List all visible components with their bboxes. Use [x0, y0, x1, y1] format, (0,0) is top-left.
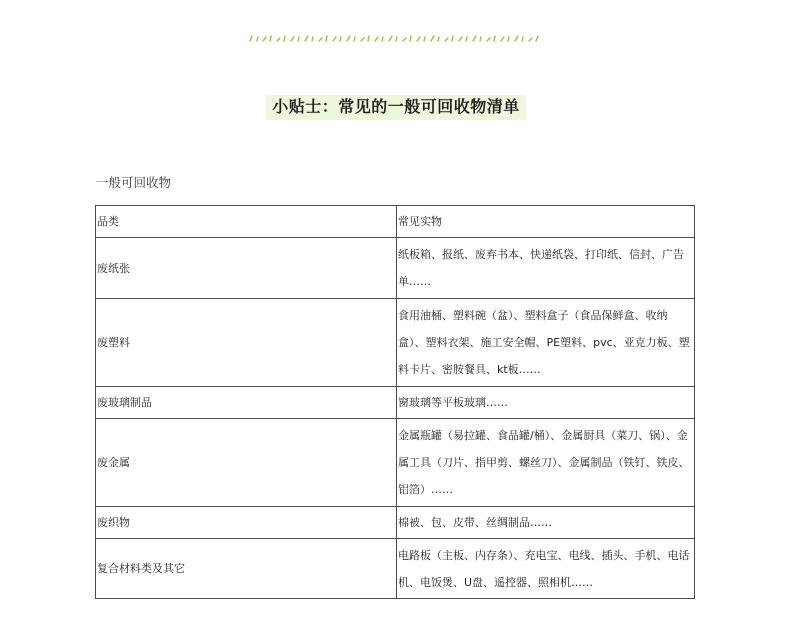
- table-row: [96, 507, 695, 539]
- items-cell: 纸板箱、报纸、废弃书本、快递纸袋、打印纸、信封、广告单……: [397, 238, 695, 299]
- category-cell: 废纸张: [96, 238, 397, 299]
- table-header-row: [96, 206, 695, 238]
- items-cell: 食用油桶、塑料碗（盆）、塑料盒子（食品保鲜盒、收纳盒）、塑料衣架、施工安全帽、PE塑料、pvc、亚克力板、塑料卡片、密胺餐具、kt板……: [397, 299, 695, 387]
- table-row: [96, 299, 695, 387]
- category-cell: 废玻璃制品: [96, 387, 397, 419]
- items-cell: 金属瓶罐（易拉罐、食品罐/桶）、金属厨具（菜刀、锅）、金属工具（刀片、指甲剪、螺丝刀）、金属制品（铁钉、铁皮、铝箔）……: [397, 419, 695, 507]
- table-row: [96, 238, 695, 299]
- recyclables-table: [95, 205, 695, 599]
- section-heading: 一般可回收物: [96, 175, 172, 190]
- category-cell: 废金属: [96, 419, 397, 507]
- category-cell: 废织物: [96, 507, 397, 539]
- page-title: 小贴士：常见的一般可回收物清单: [266, 95, 526, 120]
- category-cell: 废塑料: [96, 299, 397, 387]
- title-container: [0, 95, 792, 120]
- header-category: 品类: [96, 206, 397, 238]
- grass-divider-icon: [248, 34, 542, 42]
- items-cell: 电路板（主板、内存条）、充电宝、电线、插头、手机、电话机、电饭煲、U盘、遥控器、照相机……: [397, 539, 695, 599]
- items-cell: 棉被、包、皮带、丝绸制品……: [397, 507, 695, 539]
- table-row: [96, 419, 695, 507]
- table-row: [96, 539, 695, 599]
- header-items: 常见实物: [397, 206, 695, 238]
- category-cell: 复合材料类及其它: [96, 539, 397, 599]
- table-row: [96, 387, 695, 419]
- items-cell: 窗玻璃等平板玻璃……: [397, 387, 695, 419]
